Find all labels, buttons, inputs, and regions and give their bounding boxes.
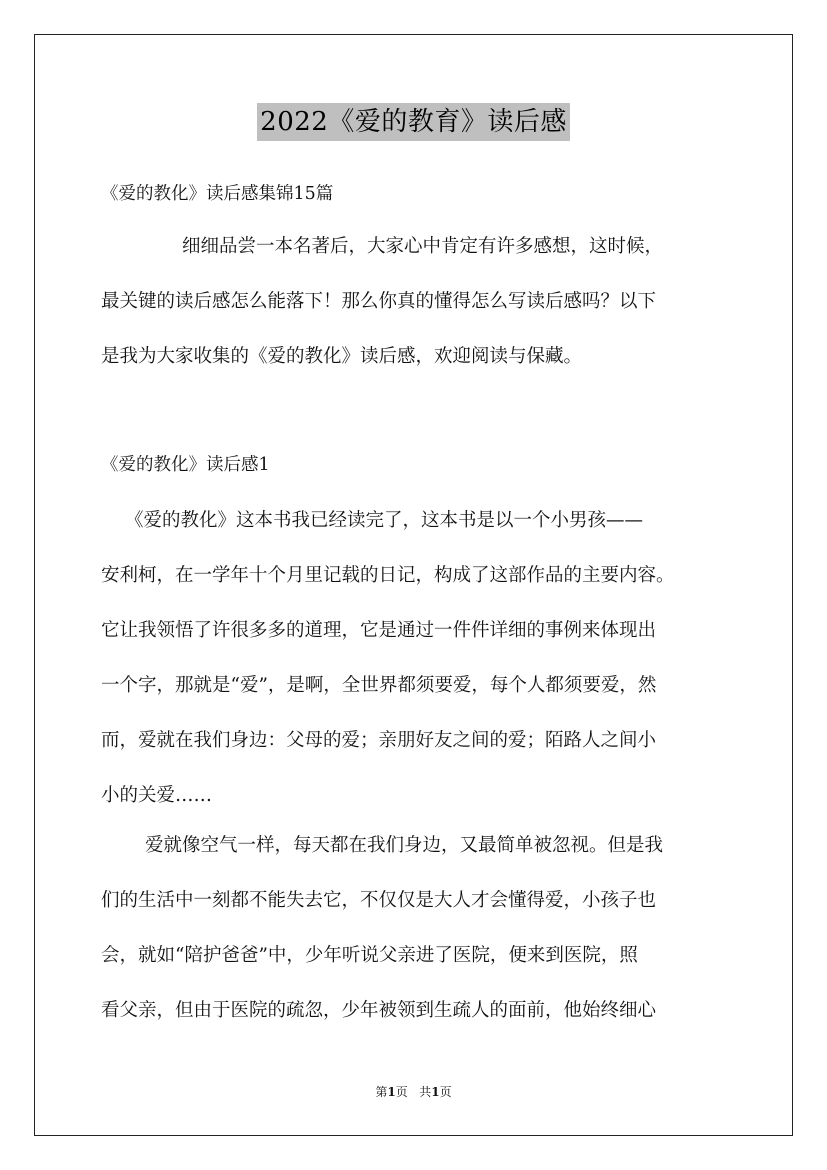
paragraph-line: 们的生活中一刻都不能失去它，不仅仅是大人才会懂得爱，小孩子也	[101, 890, 657, 911]
paragraph-line: 一个字，那就是“爱”，是啊，全世界都须要爱，每个人都须要爱，然	[101, 675, 657, 696]
page-footer	[0, 1084, 827, 1100]
paragraph-line: 会，就如“陪护爸爸”中，少年听说父亲进了医院，便来到医院，照	[101, 945, 638, 966]
page-number: 1	[387, 1085, 396, 1099]
intro-line: 细细品尝一本名著后，大家心中肯定有许多感想，这时候，	[182, 236, 664, 257]
title-container	[0, 103, 827, 141]
page-prefix: 第	[375, 1085, 388, 1099]
intro-paragraph	[101, 219, 725, 384]
paragraph-line: 安利柯，在一学年十个月里记载的日记，构成了这部作品的主要内容。	[101, 565, 675, 586]
paragraph-line: 它让我领悟了许很多多的道理，它是通过一件件详细的事例来体现出	[101, 620, 657, 641]
body-paragraph-2	[101, 818, 725, 1038]
document-title: 2022《爱的教育》读后感	[257, 103, 570, 141]
total-prefix: 共	[419, 1085, 432, 1099]
intro-line: 最关键的读后感怎么能落下！那么你真的懂得怎么写读后感吗？以下	[101, 291, 657, 312]
intro-line: 是我为大家收集的《爱的教化》读后感，欢迎阅读与保藏。	[101, 346, 583, 367]
body-paragraph-1	[101, 493, 725, 823]
total-suffix: 页	[439, 1085, 452, 1099]
document-subtitle: 《爱的教化》读后感集锦15篇	[101, 184, 334, 204]
paragraph-line: 《爱的教化》这本书我已经读完了，这本书是以一个小男孩——	[125, 510, 644, 531]
paragraph-line: 而，爱就在我们身边：父母的爱；亲朋好友之间的爱；陌路人之间小	[101, 730, 657, 751]
section-heading: 《爱的教化》读后感1	[101, 455, 270, 475]
paragraph-line: 小的关爱……	[101, 785, 213, 806]
total-number: 1	[431, 1085, 440, 1099]
paragraph-line: 看父亲，但由于医院的疏忽，少年被领到生疏人的面前，他始终细心	[101, 1000, 657, 1021]
page-suffix: 页	[395, 1085, 408, 1099]
paragraph-line: 爱就像空气一样，每天都在我们身边，又最简单被忽视。但是我	[145, 835, 664, 856]
